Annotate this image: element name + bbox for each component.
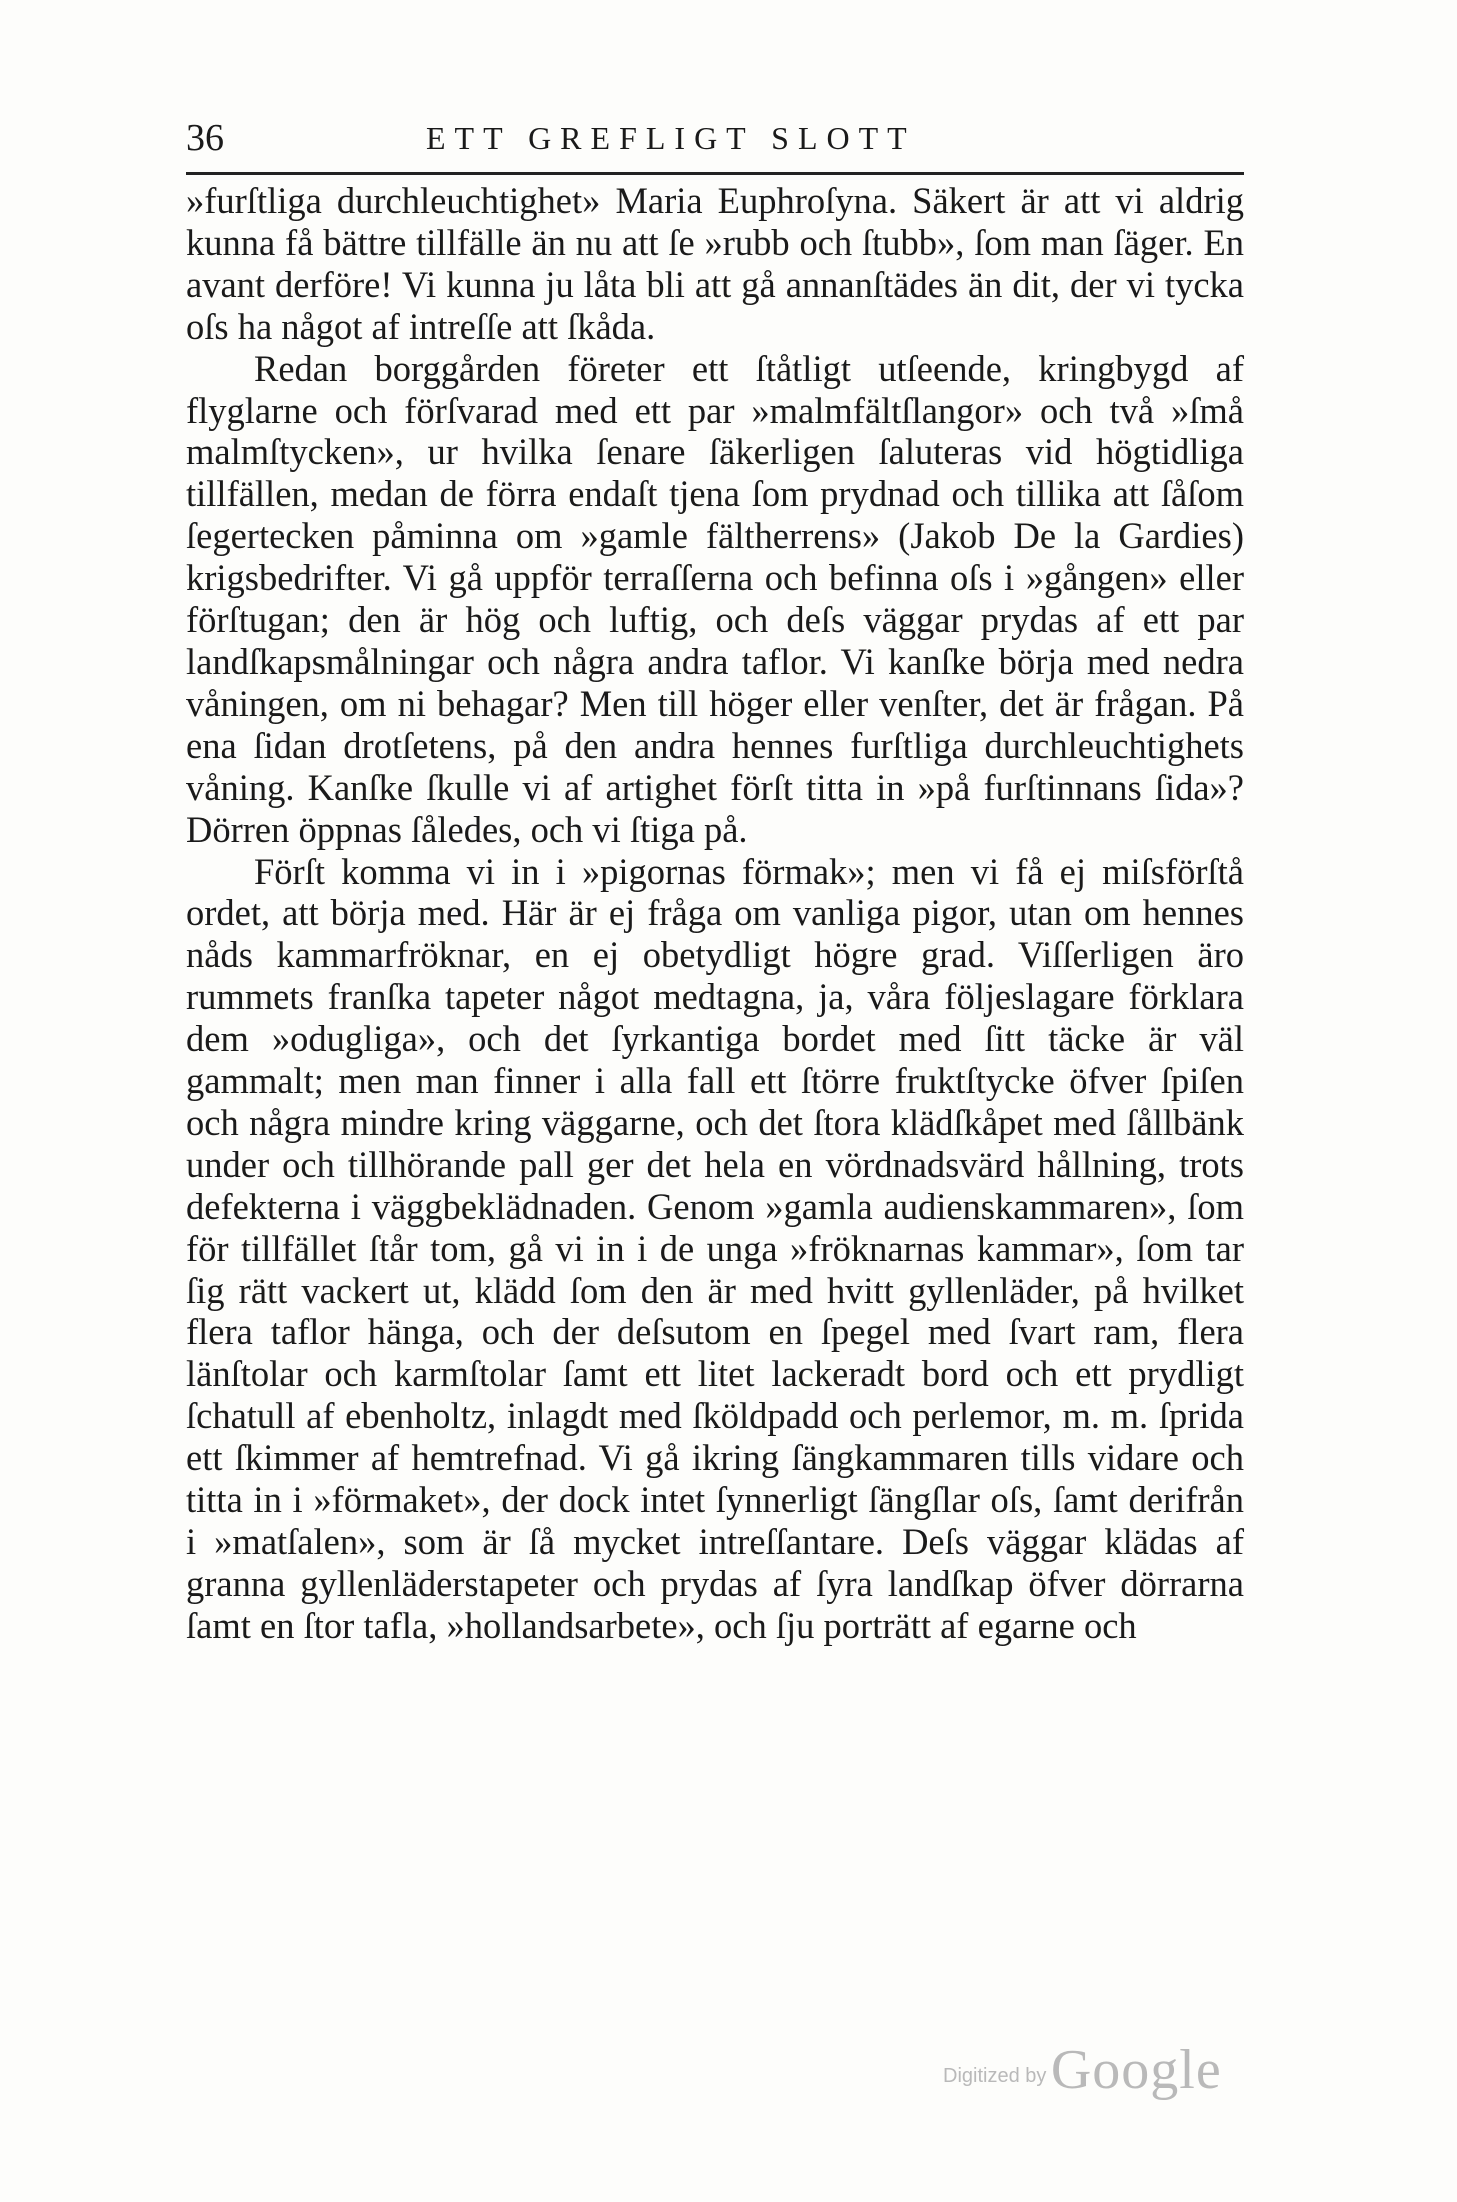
running-title: ETT GREFLIGT SLOTT [426,120,916,156]
digitized-by-google-watermark [943,2038,1222,2102]
watermark-prefix: Digitized by [943,2065,1047,2087]
google-logo: Google [1050,2039,1222,2101]
paragraph-2: Redan borggården företer ett ſtåtligt utſeende, kringbygd af flyglarne och förſvarad med ett par »malmfältſlangor» och två »ſmå malmſtycken», ur hvilka ſenare ſäkerligen ſaluteras vid högtidliga tillfällen, medan de förra endaſt tjena ſom prydnad och tillika att ſåſom ſegertecken påminna om »gamle fältherrens» (Jakob De la Gardies) krigsbedrifter. Vi gå uppför terraſſerna och befinna oſs i »gången» eller förſtugan; den är hög och luftig, och deſs väggar prydas af ett par landſkapsmålningar och några andra taflor. Vi kanſke börja med nedra våningen, om ni behagar? Men till höger eller venſter, det är frågan. På ena ſidan drotſetens, på den andra hennes furſtliga durchleuchtighets våning. Kanſke ſkulle vi af artighet förſt titta in »på furſtinnans ſida»? Dörren öppnas ſåledes, och vi ſtiga på. [186,347,1244,850]
page-number: 36 [186,117,224,159]
paragraph-1: »furſtliga durchleuchtighet» Maria Euphroſyna. Säkert är att vi aldrig kunna få bättre tillfälle än nu att ſe »rubb och ſtubb», ſom man ſäger. En avant derföre! Vi kunna ju låta bli att gå annanſtädes än dit, der vi tycka oſs ha något af intreſſe att ſkåda. [186,180,1244,347]
body-text [186,180,1244,1647]
running-head [186,108,1244,168]
paragraph-3: Förſt komma vi in i »pigornas förmak»; men vi få ej miſsförſtå ordet, att börja med. Här är ej fråga om vanliga pigor, utan om hennes nåds kammarfröknar, en ej obetydligt högre grad. Viſſerligen äro rummets franſka tapeter något medtagna, ja, våra följeslagare förklara dem »odugliga», och det ſyrkantiga bordet med ſitt täcke är väl gammalt; men man finner i alla fall ett ſtörre fruktſtycke öfver ſpiſen och några mindre kring väggarne, och det ſtora klädſkåpet med ſållbänk under och tillhörande pall ger det hela en vördnadsvärd hållning, trots defekterna i väggbeklädnaden. Genom »gamla audienskammaren», ſom för tillfället ſtår tom, gå vi in i de unga »fröknarnas kammar», ſom tar ſig rätt vackert ut, klädd ſom den är med hvitt gyllenläder, på hvilket flera taflor hänga, och der deſsutom en ſpegel med ſvart ram, flera länſtolar och karmſtolar ſamt ett litet lackeradt bord och ett prydligt ſchatull af ebenholtz, inlagdt med ſköldpadd och perlemor, m. m. ſprida ett ſkimmer af hemtrefnad. Vi gå ikring ſängkammaren tills vidare och titta in i »förmaket», der dock intet ſynnerligt ſängſlar oſs, ſamt derifrån i »matſalen», som är ſå mycket intreſſantare. Deſs väggar klädas af granna gyllenläderstapeter och prydas af ſyra landſkap öfver dörrarna ſamt en ſtor tafla, »hollandsarbete», och ſju porträtt af egarne och [186,850,1244,1646]
header-rule [186,172,1244,175]
